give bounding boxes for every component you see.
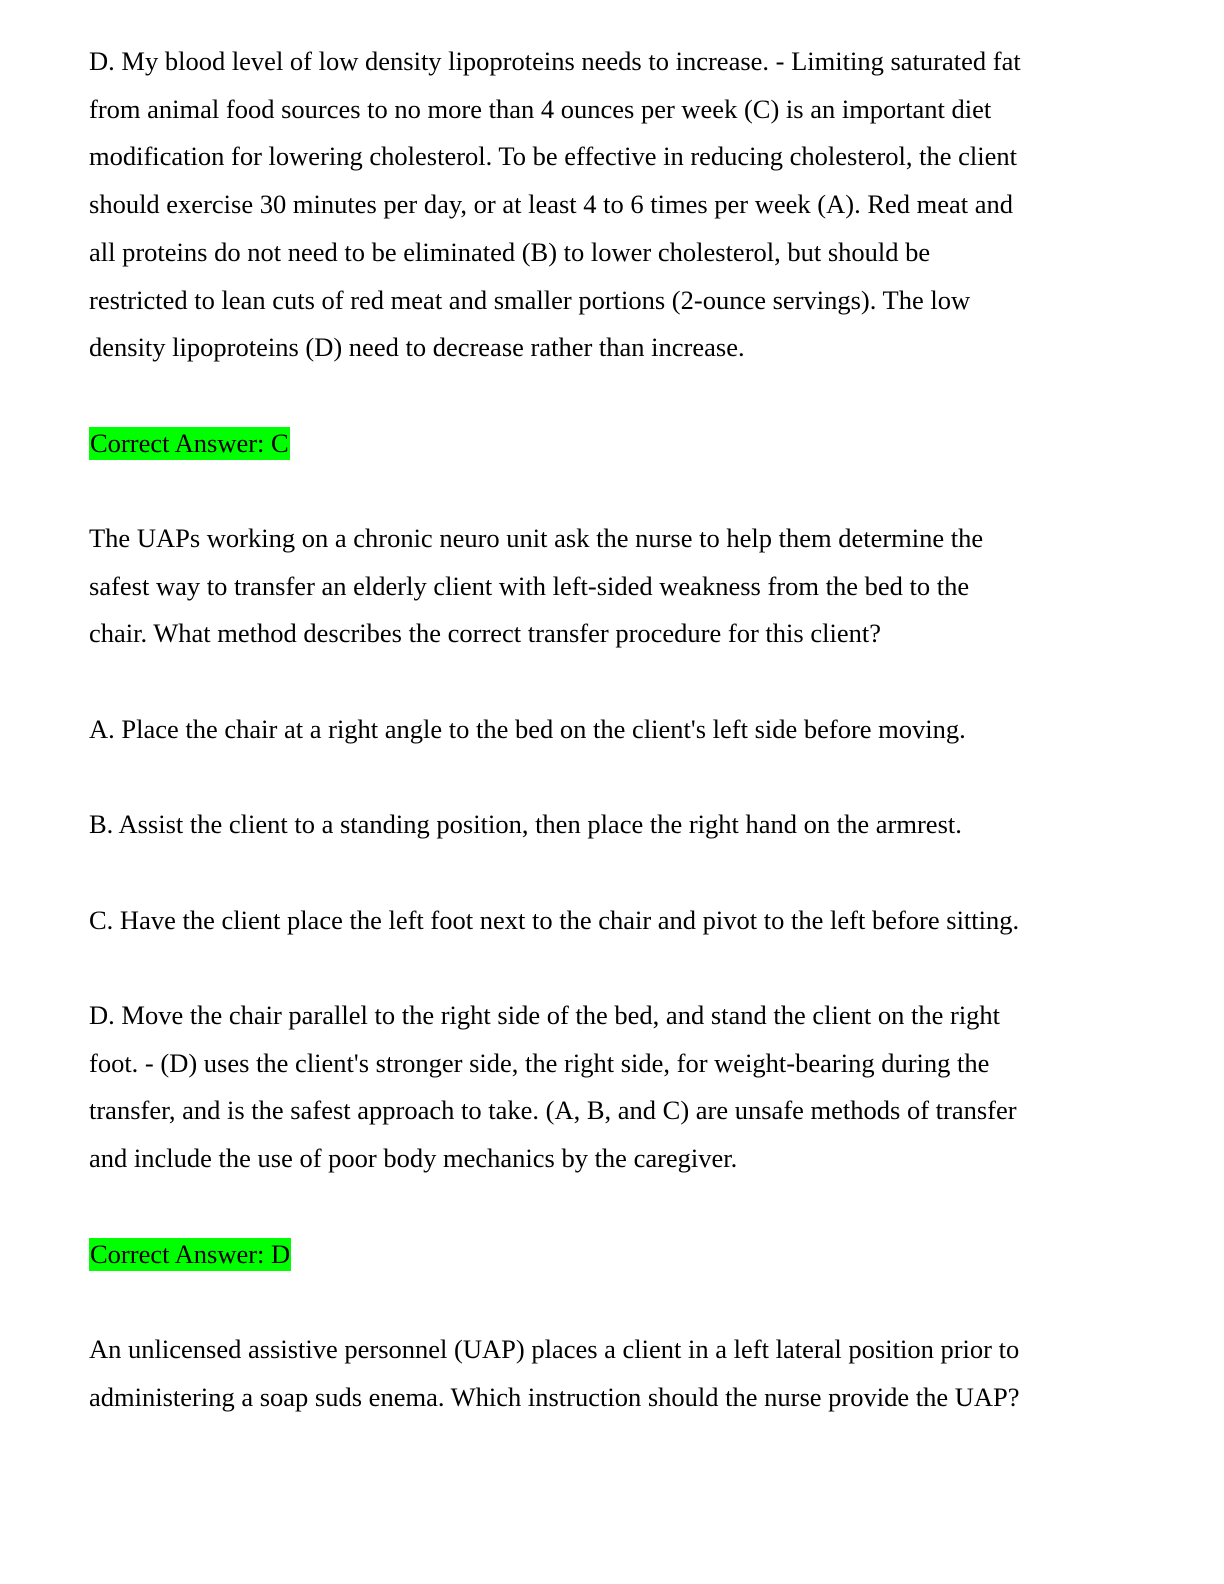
spacer (89, 1183, 1089, 1231)
spacer (89, 944, 1089, 992)
text-line: administering a soap suds enema. Which instruction should the nurse provide the UAP? (89, 1381, 1020, 1412)
text-line: An unlicensed assistive personnel (UAP) places a client in a left lateral position prior to (89, 1333, 1020, 1364)
text-line: A. Place the chair at a right angle to the bed on the client's left side before moving. (89, 713, 966, 744)
option-d (89, 992, 1089, 1183)
spacer (89, 1278, 1089, 1326)
text-line: all proteins do not need to be eliminated (B) to lower cholesterol, but should be (89, 236, 931, 267)
spacer (89, 849, 1089, 897)
option-b (89, 801, 1089, 849)
text-line: restricted to lean cuts of red meat and smaller portions (2-ounce servings). The low (89, 284, 971, 315)
text-line: The UAPs working on a chronic neuro unit ask the nurse to help them determine the (89, 522, 984, 553)
text-line: B. Assist the client to a standing position, then place the right hand on the armrest. (89, 809, 962, 840)
text-line: chair. What method describes the correct transfer procedure for this client? (89, 618, 881, 649)
question-stem (89, 515, 1089, 658)
text-line: density lipoproteins (D) need to decrease rather than increase. (89, 332, 745, 363)
text-line: transfer, and is the safest approach to take. (A, B, and C) are unsafe methods of transfer (89, 1095, 1017, 1126)
spacer (89, 753, 1089, 801)
text-line: C. Have the client place the left foot next to the chair and pivot to the left before sitting. (89, 904, 1020, 935)
answer-row (89, 1230, 1089, 1278)
spacer (89, 658, 1089, 706)
text-line: foot. - (D) uses the client's stronger side, the right side, for weight-bearing during the (89, 1047, 990, 1078)
correct-answer-highlight: Correct Answer: C (90, 427, 289, 458)
text-line: modification for lowering cholesterol. To be effective in reducing cholesterol, the client (89, 141, 1018, 172)
text-line: and include the use of poor body mechanics by the caregiver. (89, 1143, 738, 1174)
text-line: safest way to transfer an elderly client with left-sided weakness from the bed to the (89, 570, 970, 601)
question-stem (89, 1326, 1089, 1421)
spacer (89, 467, 1089, 515)
spacer (89, 372, 1089, 420)
text-line: should exercise 30 minutes per day, or at least 4 to 6 times per week (A). Red meat and (89, 189, 1014, 220)
text-line: from animal food sources to no more than 4 ounces per week (C) is an important diet (89, 93, 992, 124)
correct-answer-highlight: Correct Answer: D (90, 1238, 291, 1269)
document-page (89, 38, 1089, 1421)
rationale-paragraph (89, 38, 1089, 372)
text-line: D. My blood level of low density lipoproteins needs to increase. - Limiting saturated fat (89, 46, 1021, 76)
option-c (89, 897, 1089, 945)
answer-row (89, 420, 1089, 468)
option-a (89, 706, 1089, 754)
text-line: D. Move the chair parallel to the right side of the bed, and stand the client on the right (89, 999, 1001, 1030)
